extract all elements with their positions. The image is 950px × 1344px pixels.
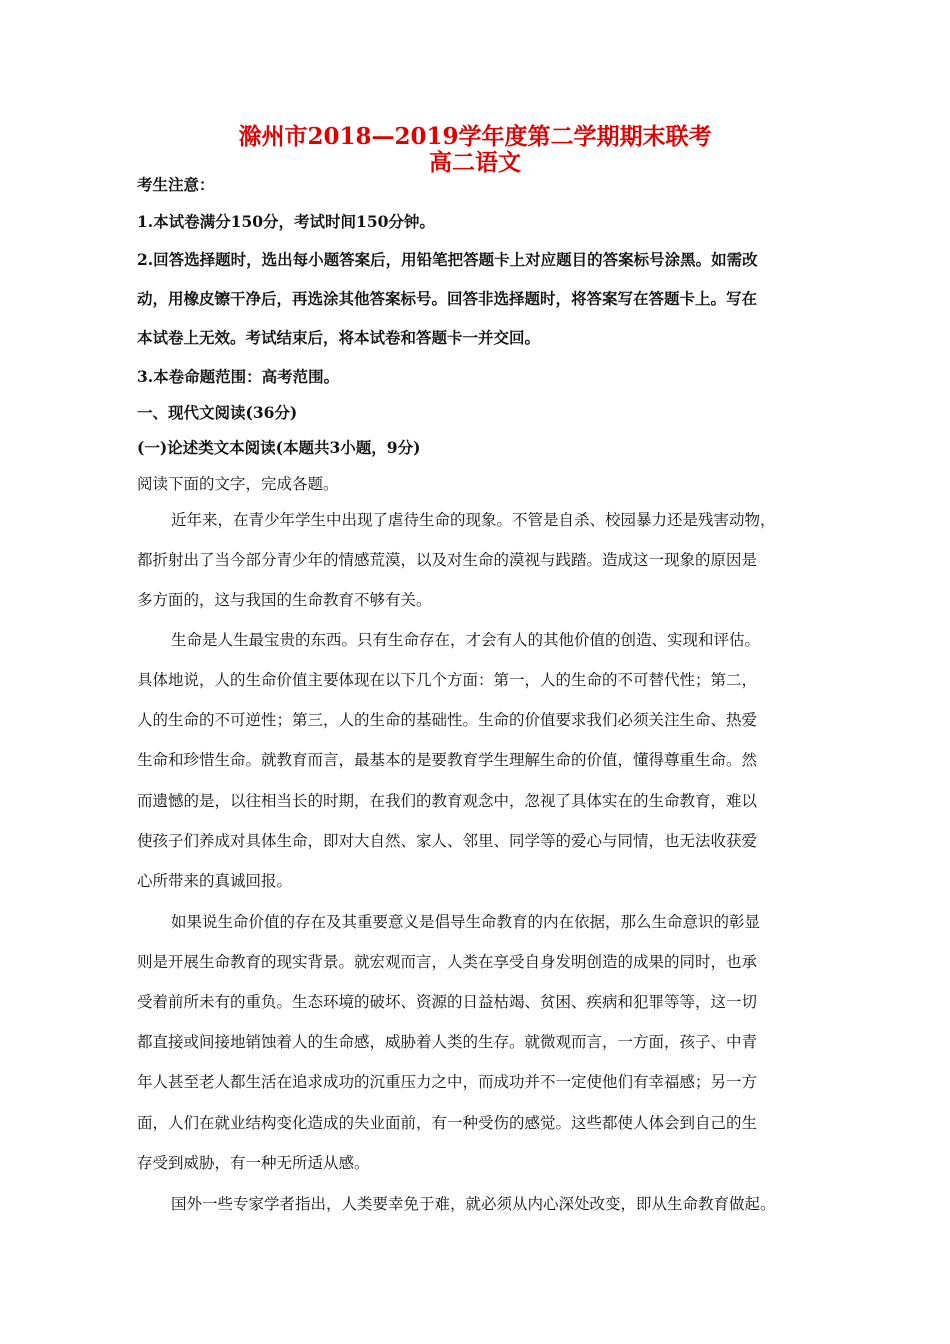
passage-line: 则是开展生命教育的现实背景。就宏观而言，人类在享受自身发明创造的成果的同时，也承 [137,953,758,971]
passage-line: 受着前所未有的重负。生态环境的破坏、资源的日益枯竭、贫困、疾病和犯罪等等，这一切 [137,993,758,1011]
passage-line: 生命是人生最宝贵的东西。只有生命存在，才会有人的其他价值的创造、实现和评估。 [171,631,761,649]
passage-line: 国外一些专家学者指出，人类要幸免于难，就必须从内心深处改变，即从生命教育做起。 [171,1195,776,1213]
passage-line: 存受到威胁，有一种无所适从感。 [137,1154,370,1172]
passage-line: 而遗憾的是，以往相当长的时期，在我们的教育观念中，忽视了具体实在的生命教育，难以 [137,792,758,810]
exam-subtitle: 高二语文 [429,149,521,176]
notice-item-2-line-3: 本试卷上无效。考试结束后，将本试卷和答题卡一并交回。 [137,328,541,347]
section-heading: 一、现代文阅读(36分) [137,403,298,422]
notice-heading: 考生注意： [137,175,215,194]
passage-line: 面，人们在就业结构变化造成的失业面前，有一种受伤的感觉。这些都使人体会到自己的生 [137,1114,758,1132]
passage-line: 年人甚至老人都生活在追求成功的沉重压力之中，而成功并不一定使他们有幸福感；另一方 [137,1073,758,1091]
passage-line: 人的生命的不可逆性；第三，人的生命的基础性。生命的价值要求我们必须关注生命、热爱 [137,711,758,729]
notice-item-3: 3.本卷命题范围：高考范围。 [137,367,340,386]
passage-line: 使孩子们养成对具体生命，即对大自然、家人、邻里、同学等的爱心与同情，也无法收获爱 [137,832,758,850]
passage-line: 近年来，在青少年学生中出现了虐待生命的现象。不管是自杀、校园暴力还是残害动物， [171,511,776,529]
notice-item-1: 1.本试卷满分150分，考试时间150分钟。 [137,212,435,231]
passage-line: 具体地说，人的生命价值主要体现在以下几个方面：第一，人的生命的不可替代性；第二， [137,671,758,689]
passage-line: 都折射出了当今部分青少年的情感荒漠，以及对生命的漠视与践踏。造成这一现象的原因是 [137,551,758,569]
passage-line: 多方面的，这与我国的生命教育不够有关。 [137,591,432,609]
exam-title: 滁州市2018—2019学年度第二学期期末联考 [238,123,712,150]
passage-line: 如果说生命价值的存在及其重要意义是倡导生命教育的内在依据，那么生命意识的彰显 [171,913,761,931]
subsection-heading: (一)论述类文本阅读(本题共3小题，9分) [137,438,421,457]
passage-line: 生命和珍惜生命。就教育而言，最基本的是要教育学生理解生命的价值，懂得尊重生命。然 [137,751,758,769]
passage-line: 心所带来的真诚回报。 [137,872,293,890]
notice-item-2-line-1: 2.回答选择题时，选出每小题答案后，用铅笔把答题卡上对应题目的答案标号涂黑。如需改 [137,250,758,269]
notice-item-2-line-2: 动，用橡皮镲干净后，再选涂其他答案标号。回答非选择题时，将答案写在答题卡上。写在 [137,289,758,308]
passage-line: 都直接或间接地销蚀着人的生命感，威胁着人类的生存。就微观而言，一方面，孩子、中青 [137,1033,758,1051]
reading-instruction: 阅读下面的文字，完成各题。 [137,475,339,493]
